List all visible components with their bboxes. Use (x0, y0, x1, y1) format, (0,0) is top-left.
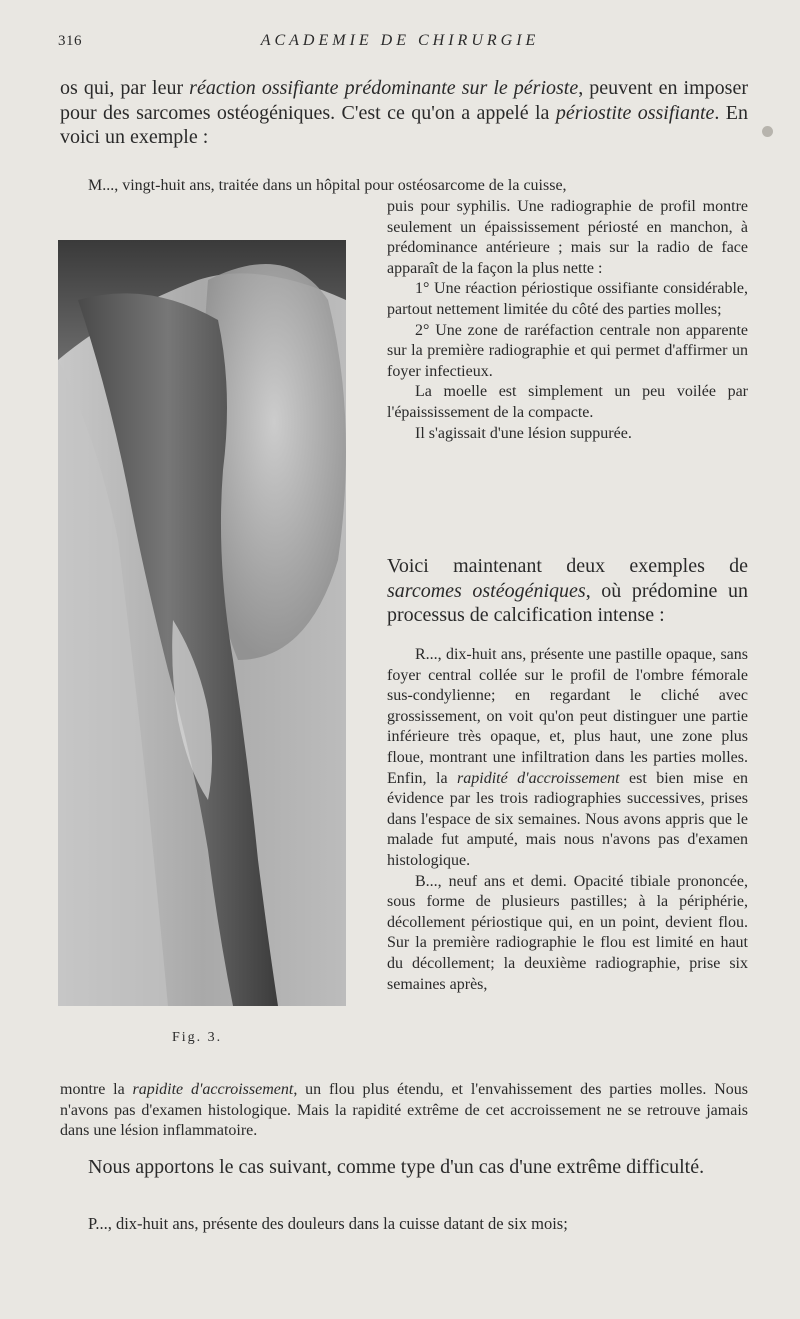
case-m-point-1: 1° Une réaction périostique ossifiante considérable, partout nettement limitée du côté des parties molles; (387, 280, 748, 318)
case-b-continuation: montre la rapidite d'accroissement, un flou plus étendu, et l'envahissement des parties molles. Nous n'avons pas d'examen histologique. Mais la rapidité extrême de cet accroissement ne se retrouve jamais dans une lésion inflammatoire. (60, 1081, 748, 1140)
case-m-column (387, 197, 748, 444)
case-b-paragraph: B..., neuf ans et demi. Opacité tibiale prononcée, sous forme de plusieurs pastilles; à la périphérie, décollement périostique qui, en un point, devient flou. Sur la première radiographie le flou est limité en haut du décollement; la deuxième radiographie, prise six semaines après, (387, 872, 748, 993)
running-title: ACADEMIE DE CHIRURGIE (260, 32, 540, 49)
case-m-conclusion: Il s'agissait d'une lésion suppurée. (415, 424, 632, 442)
case-m-point-2: 2° Une zone de raréfaction centrale non apparente sur la première radiographie et qui permet d'affirmer un foyer infectieux. (387, 321, 748, 380)
figure-caption: Fig. 3. (172, 1030, 223, 1045)
radiograph-image (58, 240, 346, 1006)
case-r-paragraph: R..., dix-huit ans, présente une pastille opaque, sans foyer central collée sur le profil de l'ombre fémorale sus-condylienne; en regardant le cliché avec grossissement, on voit qu'on peut distinguer une partie inférieure très opaque, et, plus haut, une zone plus floue, montrant une infiltration dans les parties molles. Enfin, la rapidité d'accroissement est bien mise en évidence par les trois radiographies successives, prises dans l'espace de six semaines. Nous avons appris que le malade fut amputé, mais nous n'avons pas d'examen histologique. (387, 646, 749, 869)
case-m-first-line: M..., vingt-huit ans, traitée dans un hôpital pour ostéosarcome de la cuisse, (88, 177, 567, 194)
paper-speck (762, 126, 773, 137)
intro-paragraph: os qui, par leur réaction ossifiante prédominante sur le périoste, peuvent en imposer pour des sarcomes ostéogéniques. C'est ce qu'on a appelé la périostite ossifiante. En voici un exemple : (60, 77, 748, 148)
case-p-line: P..., dix-huit ans, présente des douleurs dans la cuisse datant de six mois; (88, 1214, 568, 1233)
case-m-text: puis pour syphilis. Une radiographie de profil montre seulement un épaississement périosté en manchon, à prédominance antérieure ; mais sur la radio de face apparaît de la façon la plus nette : (387, 198, 748, 277)
radiograph-figure (58, 240, 346, 1006)
case-r-b-column (387, 645, 748, 995)
case-m-marrow: La moelle est simplement un peu voilée par l'épaississement de la compacte. (387, 383, 748, 421)
closing-paragraph: Nous apportons le cas suivant, comme type d'un cas d'une extrême difficulté. (88, 1156, 705, 1178)
transition-paragraph: Voici maintenant deux exemples de sarcomes ostéogéniques, où prédomine un processus de calcification intense : (387, 555, 748, 626)
page-number: 316 (58, 33, 82, 49)
